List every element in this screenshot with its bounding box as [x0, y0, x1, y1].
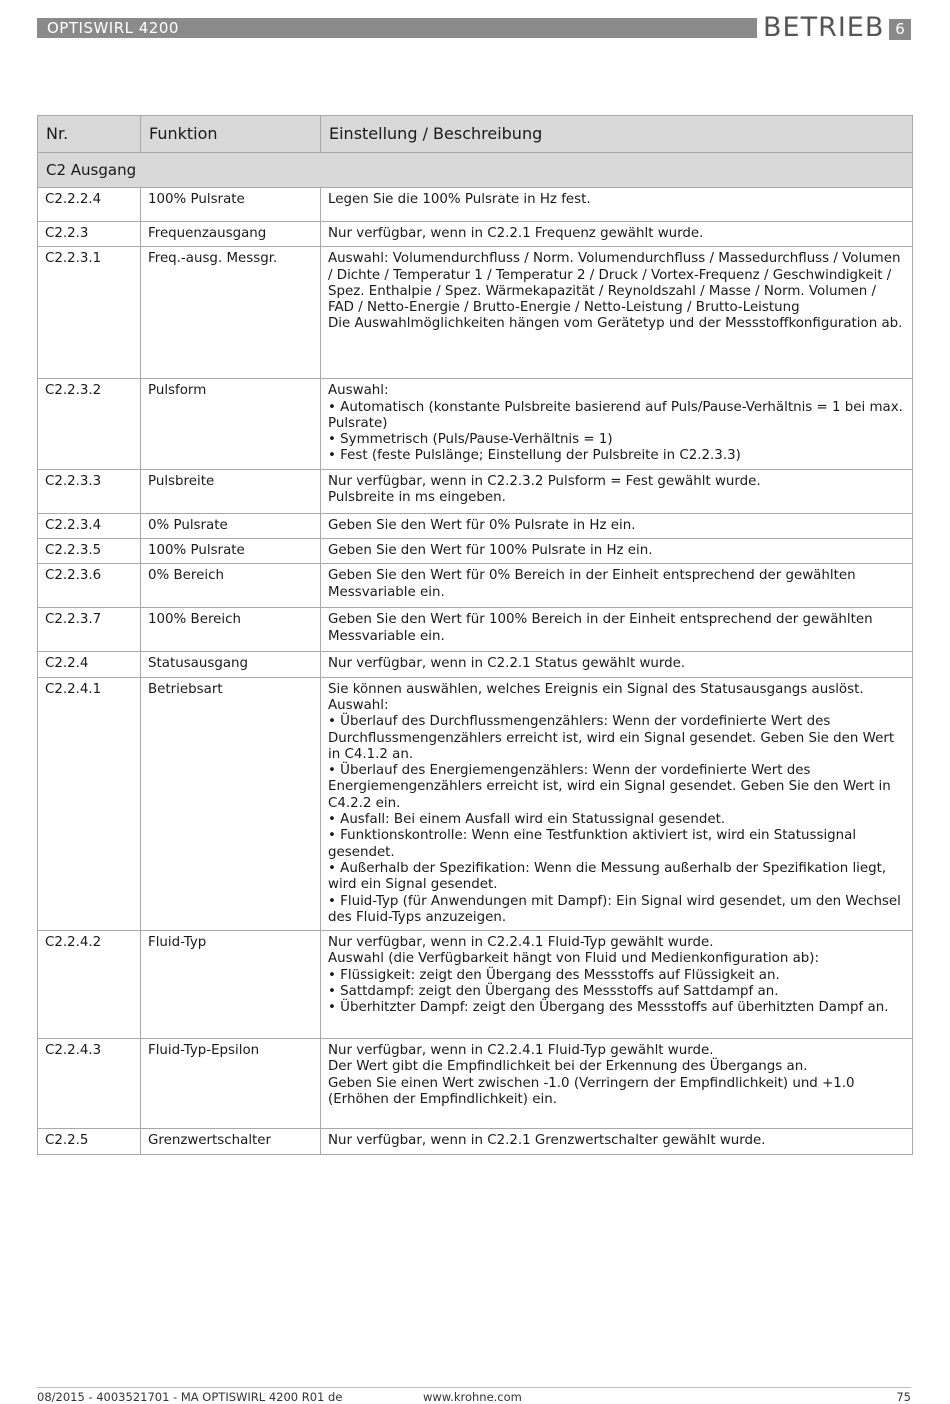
- table-header-row: [38, 116, 913, 153]
- description-line: Nur verfügbar, wenn in C2.2.4.1 Fluid-Typ gewählt wurde.: [328, 935, 714, 951]
- product-name: OPTISWIRL 4200: [47, 19, 179, 37]
- row-description: [321, 379, 913, 469]
- row-function: 100% Pulsrate: [141, 188, 321, 222]
- table-row: [38, 513, 913, 538]
- row-number: C2.2.3.2: [38, 379, 141, 469]
- row-number: C2.2.4.2: [38, 931, 141, 1039]
- description-line: Nur verfügbar, wenn in C2.2.3.2 Pulsform = Fest gewählt wurde.: [328, 473, 761, 489]
- table-row: [38, 931, 913, 1039]
- row-function: 0% Bereich: [141, 564, 321, 608]
- description-line: Geben Sie den Wert für 100% Pulsrate in Hz ein.: [328, 543, 653, 559]
- table-row: [38, 677, 913, 930]
- row-number: C2.2.2.4: [38, 188, 141, 222]
- row-description: [321, 931, 913, 1039]
- row-function: 100% Bereich: [141, 608, 321, 652]
- row-description: [321, 513, 913, 538]
- function-table: [37, 115, 913, 1155]
- row-number: C2.2.3.1: [38, 247, 141, 379]
- row-function: Fluid-Typ-Epsilon: [141, 1039, 321, 1129]
- description-line: Geben Sie den Wert für 0% Bereich in der Einheit entsprechend der gewählten Messvariable ein.: [328, 568, 856, 600]
- row-function: Betriebsart: [141, 677, 321, 930]
- description-line: • Überlauf des Energiemengenzählers: Wenn der vordefinierte Wert des Energiemengenzählers erreicht ist, wird ein Signal gesendet. Geben Sie den Wert in C4.2.2 ein.: [328, 763, 891, 811]
- table-row: [38, 379, 913, 469]
- table-row: [38, 247, 913, 379]
- row-description: [321, 539, 913, 564]
- description-line: • Überlauf des Durchflussmengenzählers: Wenn der vordefinierte Wert des Durchflussmengenzählers erreicht ist, wird ein Signal gesendet. Geben Sie den Wert in C4.1.2 an.: [328, 714, 895, 762]
- row-number: C2.2.4: [38, 652, 141, 677]
- description-line: Auswahl:: [328, 697, 389, 713]
- row-function: 100% Pulsrate: [141, 539, 321, 564]
- table-row: [38, 652, 913, 677]
- description-line: Auswahl: Volumendurchfluss / Norm. Volumendurchfluss / Massedurchfluss / Volumen / Dichte / Temperatur 1 / Temperatur 2 / Druck / Vortex-Frequenz / Geschwindigkeit / Spez. Enthalpie / Spez. Wärmekapazität / Reynoldszahl / Masse / Norm. Volumen / FAD / Netto-Energie / Brutto-Energie / Netto-Leistung / Brutto-Leistung: [328, 251, 901, 316]
- description-line: Der Wert gibt die Empfindlichkeit bei der Erkennung des Übergangs an.: [328, 1059, 808, 1075]
- section-row: [38, 153, 913, 188]
- row-function: Frequenzausgang: [141, 222, 321, 247]
- table-row: [38, 188, 913, 222]
- description-line: Auswahl (die Verfügbarkeit hängt von Fluid und Medienkonfiguration ab):: [328, 951, 820, 967]
- description-line: Nur verfügbar, wenn in C2.2.1 Grenzwertschalter gewählt wurde.: [328, 1133, 766, 1149]
- row-function: 0% Pulsrate: [141, 513, 321, 538]
- description-line: Nur verfügbar, wenn in C2.2.4.1 Fluid-Typ gewählt wurde.: [328, 1043, 714, 1059]
- description-line: Nur verfügbar, wenn in C2.2.1 Frequenz gewählt wurde.: [328, 226, 704, 241]
- row-function: Fluid-Typ: [141, 931, 321, 1039]
- description-line: • Symmetrisch (Puls/Pause-Verhältnis = 1): [328, 432, 613, 448]
- row-number: C2.2.4.3: [38, 1039, 141, 1129]
- table-row: [38, 222, 913, 247]
- column-header-einstellung: Einstellung / Beschreibung: [321, 116, 913, 153]
- description-line: Auswahl:: [328, 383, 389, 399]
- row-description: [321, 608, 913, 652]
- table-row: [38, 1129, 913, 1155]
- header-bar: [37, 18, 757, 38]
- description-line: Geben Sie einen Wert zwischen -1.0 (Verringern der Empfindlichkeit) und +1.0 (Erhöhen der Empfindlichkeit) ein.: [328, 1075, 855, 1108]
- row-number: C2.2.3.3: [38, 469, 141, 513]
- page-header: [37, 12, 911, 43]
- row-description: [321, 1129, 913, 1155]
- description-line: Geben Sie den Wert für 0% Pulsrate in Hz ein.: [328, 517, 636, 533]
- page-number: 75: [896, 1390, 911, 1404]
- description-line: Geben Sie den Wert für 100% Bereich in der Einheit entsprechend der gewählten Messvariable ein.: [328, 612, 873, 644]
- row-description: [321, 188, 913, 222]
- row-description: [321, 564, 913, 608]
- table-row: [38, 608, 913, 652]
- row-description: [321, 222, 913, 247]
- page-footer: [37, 1387, 911, 1404]
- description-line: • Sattdampf: zeigt den Übergang des Messstoffs auf Sattdampf an.: [328, 984, 779, 1000]
- row-number: C2.2.4.1: [38, 677, 141, 930]
- table-row: [38, 469, 913, 513]
- chapter-number: 6: [889, 19, 911, 40]
- row-description: [321, 247, 913, 379]
- description-line: • Ausfall: Bei einem Ausfall wird ein Statussignal gesendet.: [328, 812, 726, 828]
- description-line: Nur verfügbar, wenn in C2.2.1 Status gewählt wurde.: [328, 656, 686, 672]
- row-description: [321, 652, 913, 677]
- website-link[interactable]: www.krohne.com: [423, 1390, 522, 1404]
- description-line: • Außerhalb der Spezifikation: Wenn die Messung außerhalb der Spezifikation liegt, wird ein Signal gesendet.: [328, 860, 887, 893]
- row-description: [321, 469, 913, 513]
- table-row: [38, 564, 913, 608]
- column-header-funktion: Funktion: [141, 116, 321, 153]
- description-line: Die Auswahlmöglichkeiten hängen vom Gerätetyp und der Messstoffkonfiguration ab.: [328, 316, 903, 332]
- description-line: Pulsbreite in ms eingeben.: [328, 490, 506, 506]
- description-line: • Fest (feste Pulslänge; Einstellung der Pulsbreite in C2.2.3.3): [328, 448, 741, 464]
- description-line: • Automatisch (konstante Pulsbreite basierend auf Puls/Pause-Verhältnis = 1 bei max. Pulsrate): [328, 399, 903, 431]
- row-function: Freq.-ausg. Messgr.: [141, 247, 321, 379]
- row-number: C2.2.5: [38, 1129, 141, 1155]
- row-number: C2.2.3.6: [38, 564, 141, 608]
- column-header-nr: Nr.: [38, 116, 141, 153]
- row-function: Pulsbreite: [141, 469, 321, 513]
- description-line: • Flüssigkeit: zeigt den Übergang des Messstoffs auf Flüssigkeit an.: [328, 967, 780, 983]
- table-row: [38, 1039, 913, 1129]
- description-line: • Fluid-Typ (für Anwendungen mit Dampf): Ein Signal wird gesendet, um den Wechsel des Fluid-Typs anzuzeigen.: [328, 893, 901, 925]
- description-line: Legen Sie die 100% Pulsrate in Hz fest.: [328, 192, 591, 207]
- row-function: Statusausgang: [141, 652, 321, 677]
- row-number: C2.2.3.4: [38, 513, 141, 538]
- row-function: Pulsform: [141, 379, 321, 469]
- row-number: C2.2.3: [38, 222, 141, 247]
- section-title: C2 Ausgang: [38, 153, 913, 188]
- document-number: 08/2015 - 4003521701 - MA OPTISWIRL 4200 R01 de: [37, 1390, 343, 1404]
- description-line: Sie können auswählen, welches Ereignis ein Signal des Statusausgangs auslöst.: [328, 681, 864, 697]
- row-description: [321, 677, 913, 930]
- row-function: Grenzwertschalter: [141, 1129, 321, 1155]
- description-line: • Überhitzter Dampf: zeigt den Übergang des Messstoffs auf überhitzten Dampf an.: [328, 1000, 889, 1016]
- row-number: C2.2.3.5: [38, 539, 141, 564]
- row-number: C2.2.3.7: [38, 608, 141, 652]
- chapter-title: BETRIEB: [763, 12, 885, 43]
- table-row: [38, 539, 913, 564]
- description-line: • Funktionskontrolle: Wenn eine Testfunktion aktiviert ist, wird ein Statussignal gesendet.: [328, 828, 857, 860]
- row-description: [321, 1039, 913, 1129]
